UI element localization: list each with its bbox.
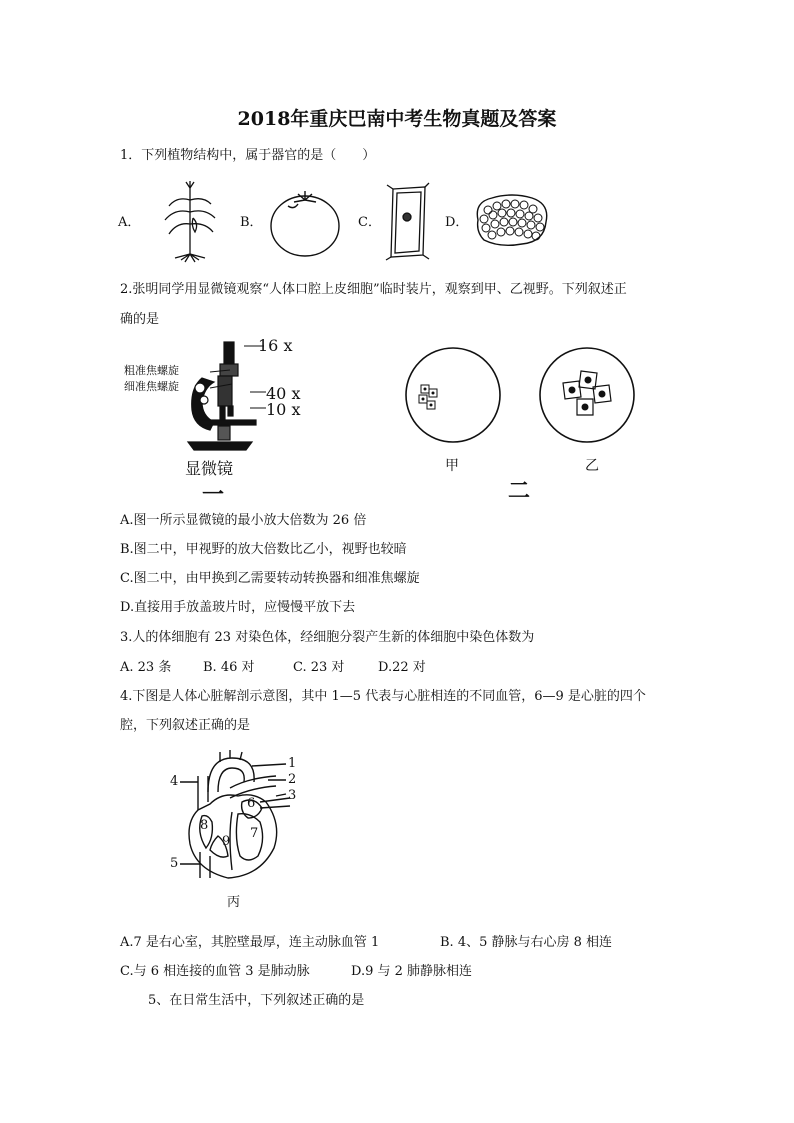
heart-label-3: 3 bbox=[288, 788, 297, 803]
q3-option-d: D.22 对 bbox=[378, 660, 426, 675]
heart-diagram bbox=[168, 752, 298, 882]
q4-option-a: A.7 是右心室，其腔壁最厚，连主动脉血管 1 bbox=[120, 935, 380, 950]
objective-high-label: 40 x bbox=[266, 384, 301, 403]
corn-plant-icon bbox=[155, 180, 225, 262]
q3-option-c: C. 23 对 bbox=[293, 660, 345, 675]
heart-label-5: 5 bbox=[170, 856, 179, 871]
q1-option-c: C． bbox=[358, 215, 381, 230]
heart-label-6: 6 bbox=[247, 796, 256, 811]
q2-option-d: D.直接用手放盖玻片时，应慢慢平放下去 bbox=[120, 600, 356, 615]
q1-option-a: A． bbox=[118, 215, 141, 230]
heart-label-4: 4 bbox=[170, 774, 179, 789]
heart-label-7: 7 bbox=[250, 826, 259, 841]
q2-option-a: A.图一所示显微镜的最小放大倍数为 26 倍 bbox=[120, 513, 367, 528]
q2-option-c: C.图二中，由甲换到乙需要转动转换器和细准焦螺旋 bbox=[120, 571, 420, 586]
heart-label-2: 2 bbox=[288, 772, 297, 787]
fine-focus-label: 细准焦螺旋 bbox=[124, 380, 179, 393]
q4-stem-line1: 4.下图是人体心脏解剖示意图，其中 1—5 代表与心脏相连的不同血管，6—9 是心脏的四个 bbox=[120, 689, 646, 704]
objective-low-label: 10 x bbox=[266, 400, 301, 419]
eyepiece-label: 16 x bbox=[258, 336, 293, 355]
field-jia-caption: 甲 bbox=[445, 458, 459, 474]
microscope-caption: 显微镜 bbox=[185, 459, 234, 478]
field-of-view-jia bbox=[403, 345, 503, 445]
q1-stem: 1．下列植物结构中，属于器官的是（ ） bbox=[120, 148, 376, 163]
plant-cell-icon bbox=[385, 183, 431, 261]
figure-one-number: 一 bbox=[202, 482, 225, 508]
q2-option-b: B.图二中，甲视野的放大倍数比乙小，视野也较暗 bbox=[120, 542, 407, 557]
tissue-cells-icon bbox=[472, 192, 550, 248]
heart-label-9: 9 bbox=[222, 834, 231, 849]
q1-option-d: D． bbox=[445, 215, 469, 230]
page-title: 2018年重庆巴南中考生物真题及答案 bbox=[237, 108, 557, 130]
coarse-focus-label: 粗准焦螺旋 bbox=[124, 364, 179, 377]
field-of-view-yi bbox=[537, 345, 637, 445]
q3-option-b: B. 46 对 bbox=[203, 660, 255, 675]
q2-stem-line2: 确的是 bbox=[120, 312, 160, 327]
q1-option-b: B． bbox=[240, 215, 263, 230]
tomato-icon bbox=[268, 188, 342, 258]
q4-stem-line2: 腔，下列叙述正确的是 bbox=[120, 718, 251, 733]
q4-option-b: B. 4、5 静脉与右心房 8 相连 bbox=[440, 935, 613, 950]
heart-label-1: 1 bbox=[288, 756, 297, 771]
q2-stem-line1: 2.张明同学用显微镜观察“人体口腔上皮细胞”临时装片，观察到甲、乙视野。下列叙述正 bbox=[120, 282, 627, 297]
q4-option-d: D.9 与 2 肺静脉相连 bbox=[351, 964, 473, 979]
q5-stem: 5、在日常生活中，下列叙述正确的是 bbox=[148, 993, 365, 1008]
q3-option-a: A. 23 条 bbox=[120, 660, 172, 675]
q3-stem: 3.人的体细胞有 23 对染色体，经细胞分裂产生新的体细胞中染色体数为 bbox=[120, 630, 535, 645]
heart-caption: 丙 bbox=[227, 895, 241, 910]
field-yi-caption: 乙 bbox=[585, 458, 599, 474]
q4-option-c: C.与 6 相连接的血管 3 是肺动脉 bbox=[120, 964, 310, 979]
heart-label-8: 8 bbox=[200, 818, 209, 833]
figure-two-number: 二 bbox=[508, 478, 531, 504]
